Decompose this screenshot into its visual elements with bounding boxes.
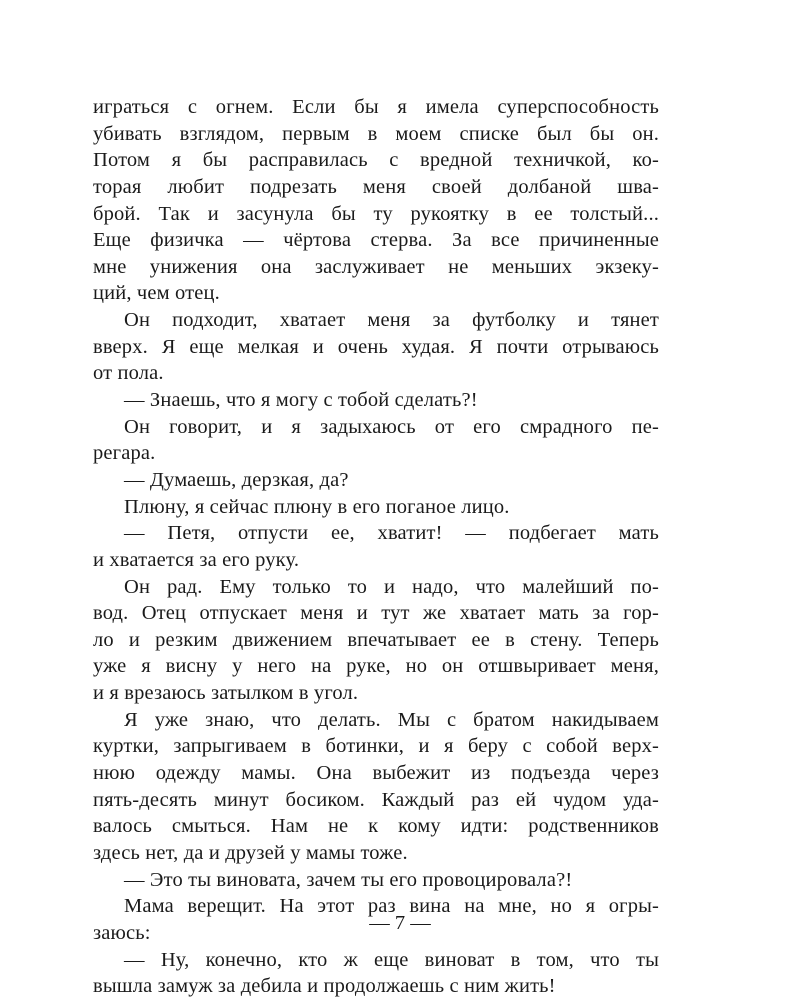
text-line: пять-десять минут босиком. Каждый раз ей чудом уда- bbox=[93, 788, 659, 811]
text-line: Я уже знаю, что делать. Мы с братом накидываем bbox=[124, 708, 659, 731]
text-line: и я врезаюсь затылком в угол. bbox=[93, 682, 359, 705]
text-line: регара. bbox=[93, 442, 156, 465]
text-line: валось смыться. Нам не к кому идти: родственников bbox=[93, 815, 659, 838]
text-line: мне унижения она заслуживает не меньших экзеку- bbox=[93, 255, 659, 278]
text-line: уже я висну у него на руке, но он отшвыривает меня, bbox=[93, 655, 659, 678]
text-line: — Ну, конечно, кто ж еще виноват в том, что ты bbox=[124, 948, 659, 971]
text-line: ций, чем отец. bbox=[93, 282, 220, 305]
text-line: и хватается за его руку. bbox=[93, 548, 300, 571]
text-line: здесь нет, да и друзей у мамы тоже. bbox=[93, 841, 408, 864]
text-line: Потом я бы расправилась с вредной техничкой, ко- bbox=[93, 149, 659, 172]
text-line: — Знаешь, что я могу с тобой сделать?! bbox=[124, 389, 478, 412]
text-line: — Думаешь, дерзкая, да? bbox=[124, 468, 349, 491]
text-line: Он рад. Ему только то и надо, что малейший по- bbox=[124, 575, 659, 598]
page-number: — 7 — bbox=[369, 912, 431, 934]
text-line: заюсь: bbox=[93, 921, 151, 944]
body-text bbox=[93, 94, 659, 1000]
text-line: Он говорит, и я задыхаюсь от его смрадного пе- bbox=[124, 415, 659, 438]
text-line: Он подходит, хватает меня за футболку и тянет bbox=[124, 309, 659, 332]
text-line: убивать взглядом, первым в моем списке был бы он. bbox=[93, 122, 659, 145]
text-line: Еще физичка — чёртова стерва. За все причиненные bbox=[93, 229, 659, 252]
text-line: куртки, запрыгиваем в ботинки, и я беру с собой верх- bbox=[93, 735, 659, 758]
text-line: вверх. Я еще мелкая и очень худая. Я почти отрываюсь bbox=[93, 335, 659, 358]
text-line: вод. Отец отпускает меня и тут же хватает мать за гор- bbox=[93, 602, 659, 625]
text-line: брой. Так и засунула бы ту рукоятку в ее толстый... bbox=[93, 202, 659, 225]
text-line: играться с огнем. Если бы я имела суперспособность bbox=[93, 96, 659, 118]
text-line: — Это ты виновата, зачем ты его провоцировала?! bbox=[124, 868, 573, 891]
text-line: от пола. bbox=[93, 362, 164, 385]
text-line: ло и резким движением впечатывает ее в стену. Теперь bbox=[93, 628, 659, 651]
text-line: вышла замуж за дебила и продолжаешь с ним жить! bbox=[93, 975, 556, 998]
text-line: торая любит подрезать меня своей долбаной шва- bbox=[93, 175, 659, 198]
text-line: Мама верещит. На этот раз вина на мне, но я огры- bbox=[124, 895, 659, 918]
text-line: нюю одежду мамы. Она выбежит из подъезда через bbox=[93, 762, 659, 785]
text-line: Плюну, я сейчас плюну в его поганое лицо. bbox=[124, 495, 510, 518]
text-line: — Петя, отпусти ее, хватит! — подбегает мать bbox=[124, 522, 659, 545]
